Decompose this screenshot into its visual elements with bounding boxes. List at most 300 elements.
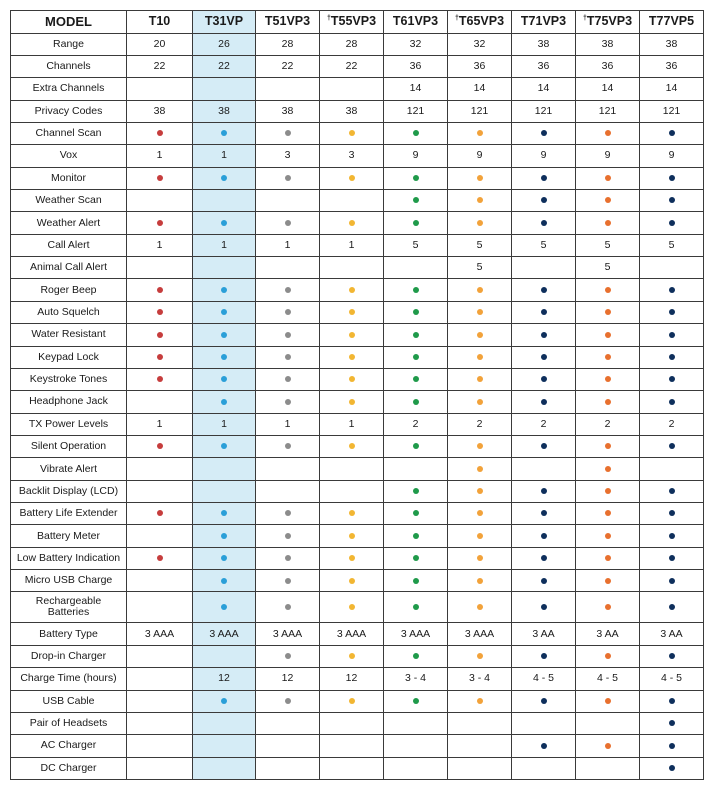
feature-dot-icon: [349, 510, 355, 516]
feature-dot-icon: [669, 376, 675, 382]
cell-t61vp3: [384, 368, 448, 390]
table-row: [11, 757, 704, 779]
cell-t10: [127, 122, 193, 144]
feature-dot-icon: [477, 376, 483, 382]
cell-t55vp3: [320, 757, 384, 779]
cell-t51vp3: [256, 435, 320, 457]
feature-label: Channel Scan: [11, 122, 127, 144]
feature-dot-icon: [541, 197, 547, 203]
cell-t77vp5: 3 AA: [640, 623, 704, 645]
cell-t75vp3: 5: [576, 257, 640, 279]
feature-dot-icon: [605, 399, 611, 405]
cell-t61vp3: [384, 757, 448, 779]
feature-dot-icon: [413, 555, 419, 561]
cell-t10: [127, 735, 193, 757]
feature-dot-icon: [477, 354, 483, 360]
feature-label: Low Battery Indication: [11, 547, 127, 569]
cell-t55vp3: [320, 570, 384, 592]
cell-t55vp3: [320, 735, 384, 757]
cell-t61vp3: [384, 391, 448, 413]
feature-dot-icon: [349, 332, 355, 338]
feature-dot-icon: [477, 443, 483, 449]
cell-t65vp3: [448, 547, 512, 569]
feature-dot-icon: [221, 220, 227, 226]
cell-t75vp3: [576, 122, 640, 144]
cell-t31vp: 22: [193, 55, 256, 77]
cell-t77vp5: [640, 712, 704, 734]
feature-dot-icon: [221, 309, 227, 315]
cell-t31vp: [193, 368, 256, 390]
cell-t31vp: [193, 503, 256, 525]
cell-t71vp3: [512, 592, 576, 623]
feature-label: Vibrate Alert: [11, 458, 127, 480]
header-row: [11, 11, 704, 34]
cell-t77vp5: [640, 122, 704, 144]
feature-dot-icon: [541, 555, 547, 561]
cell-t55vp3: 12: [320, 668, 384, 690]
feature-dot-icon: [221, 354, 227, 360]
feature-dot-icon: [349, 604, 355, 610]
feature-dot-icon: [157, 510, 163, 516]
cell-t51vp3: [256, 690, 320, 712]
cell-t10: [127, 78, 193, 100]
feature-dot-icon: [605, 443, 611, 449]
cell-t10: [127, 690, 193, 712]
cell-t75vp3: [576, 391, 640, 413]
cell-t61vp3: 3 - 4: [384, 668, 448, 690]
table-row: [11, 257, 704, 279]
cell-t51vp3: 38: [256, 100, 320, 122]
feature-dot-icon: [541, 443, 547, 449]
feature-label: Animal Call Alert: [11, 257, 127, 279]
cell-t61vp3: [384, 122, 448, 144]
cell-t65vp3: [448, 167, 512, 189]
feature-dot-icon: [221, 332, 227, 338]
cell-t75vp3: [576, 525, 640, 547]
feature-dot-icon: [413, 488, 419, 494]
model-name: T31VP: [204, 14, 244, 29]
feature-dot-icon: [413, 197, 419, 203]
feature-label: Charge Time (hours): [11, 668, 127, 690]
feature-dot-icon: [669, 197, 675, 203]
cell-t75vp3: [576, 645, 640, 667]
feature-dot-icon: [477, 488, 483, 494]
cell-t65vp3: 121: [448, 100, 512, 122]
feature-dot-icon: [605, 332, 611, 338]
cell-t75vp3: [576, 480, 640, 502]
feature-label: AC Charger: [11, 735, 127, 757]
feature-dot-icon: [221, 399, 227, 405]
feature-dot-icon: [541, 399, 547, 405]
model-name: T75VP3: [586, 14, 633, 29]
table-row: [11, 690, 704, 712]
feature-dot-icon: [349, 533, 355, 539]
dagger-mark: †: [582, 15, 587, 23]
feature-label: Silent Operation: [11, 435, 127, 457]
cell-t77vp5: [640, 257, 704, 279]
feature-dot-icon: [605, 130, 611, 136]
cell-t71vp3: [512, 435, 576, 457]
cell-t75vp3: 3 AA: [576, 623, 640, 645]
feature-dot-icon: [541, 287, 547, 293]
cell-t55vp3: [320, 167, 384, 189]
cell-t61vp3: [384, 301, 448, 323]
feature-label: Micro USB Charge: [11, 570, 127, 592]
feature-dot-icon: [605, 488, 611, 494]
cell-t51vp3: [256, 301, 320, 323]
feature-dot-icon: [221, 578, 227, 584]
cell-t10: [127, 503, 193, 525]
table-row: [11, 391, 704, 413]
cell-t65vp3: [448, 645, 512, 667]
feature-dot-icon: [285, 309, 291, 315]
cell-t51vp3: [256, 592, 320, 623]
feature-dot-icon: [349, 175, 355, 181]
table-row: [11, 212, 704, 234]
cell-t10: [127, 547, 193, 569]
feature-dot-icon: [669, 578, 675, 584]
feature-dot-icon: [221, 533, 227, 539]
table-row: [11, 570, 704, 592]
feature-dot-icon: [605, 555, 611, 561]
feature-dot-icon: [221, 555, 227, 561]
cell-t77vp5: [640, 757, 704, 779]
table-row: [11, 301, 704, 323]
feature-label: USB Cable: [11, 690, 127, 712]
cell-t61vp3: 36: [384, 55, 448, 77]
feature-label: Range: [11, 33, 127, 55]
cell-t71vp3: [512, 712, 576, 734]
feature-label: Weather Alert: [11, 212, 127, 234]
cell-t51vp3: [256, 190, 320, 212]
cell-t71vp3: 9: [512, 145, 576, 167]
model-name: T61VP3: [392, 14, 439, 29]
feature-dot-icon: [157, 376, 163, 382]
cell-t75vp3: 14: [576, 78, 640, 100]
cell-t65vp3: [448, 346, 512, 368]
table-row: [11, 33, 704, 55]
feature-dot-icon: [285, 555, 291, 561]
model-header: MODEL: [11, 11, 127, 34]
cell-t31vp: [193, 279, 256, 301]
feature-dot-icon: [669, 309, 675, 315]
feature-dot-icon: [541, 743, 547, 749]
feature-dot-icon: [349, 130, 355, 136]
cell-t10: [127, 324, 193, 346]
cell-t31vp: [193, 190, 256, 212]
cell-t65vp3: [448, 122, 512, 144]
feature-dot-icon: [157, 220, 163, 226]
cell-t51vp3: 28: [256, 33, 320, 55]
feature-dot-icon: [157, 130, 163, 136]
cell-t61vp3: [384, 324, 448, 346]
cell-t55vp3: [320, 78, 384, 100]
cell-t31vp: [193, 547, 256, 569]
cell-t61vp3: [384, 435, 448, 457]
feature-dot-icon: [349, 555, 355, 561]
feature-dot-icon: [349, 578, 355, 584]
cell-t75vp3: [576, 301, 640, 323]
feature-dot-icon: [669, 604, 675, 610]
cell-t31vp: [193, 435, 256, 457]
cell-t77vp5: 121: [640, 100, 704, 122]
cell-t71vp3: [512, 346, 576, 368]
feature-label: Battery Life Extender: [11, 503, 127, 525]
table-row: [11, 413, 704, 435]
comparison-table-wrapper: [10, 10, 704, 780]
feature-dot-icon: [669, 332, 675, 338]
cell-t65vp3: [448, 712, 512, 734]
table-row: [11, 279, 704, 301]
model-name: T77VP5: [648, 14, 695, 29]
feature-label: Channels: [11, 55, 127, 77]
cell-t61vp3: 5: [384, 234, 448, 256]
table-row: [11, 525, 704, 547]
table-body: [11, 33, 704, 780]
feature-dot-icon: [285, 510, 291, 516]
cell-t51vp3: [256, 712, 320, 734]
cell-t71vp3: [512, 525, 576, 547]
cell-t77vp5: [640, 690, 704, 712]
model-comparison-table: [10, 10, 704, 780]
cell-t10: 1: [127, 234, 193, 256]
cell-t61vp3: [384, 167, 448, 189]
cell-t65vp3: [448, 368, 512, 390]
cell-t77vp5: 5: [640, 234, 704, 256]
cell-t65vp3: [448, 324, 512, 346]
feature-dot-icon: [285, 578, 291, 584]
feature-dot-icon: [157, 332, 163, 338]
feature-dot-icon: [669, 287, 675, 293]
cell-t51vp3: [256, 78, 320, 100]
feature-dot-icon: [541, 488, 547, 494]
feature-dot-icon: [541, 578, 547, 584]
feature-dot-icon: [413, 510, 419, 516]
cell-t51vp3: 1: [256, 413, 320, 435]
feature-dot-icon: [413, 443, 419, 449]
cell-t10: [127, 480, 193, 502]
feature-dot-icon: [349, 653, 355, 659]
cell-t75vp3: 36: [576, 55, 640, 77]
cell-t31vp: [193, 324, 256, 346]
feature-dot-icon: [605, 309, 611, 315]
cell-t65vp3: [448, 757, 512, 779]
feature-dot-icon: [477, 578, 483, 584]
cell-t55vp3: [320, 190, 384, 212]
feature-label: Backlit Display (LCD): [11, 480, 127, 502]
feature-dot-icon: [413, 604, 419, 610]
cell-t77vp5: [640, 592, 704, 623]
cell-t51vp3: [256, 458, 320, 480]
cell-t71vp3: [512, 480, 576, 502]
feature-dot-icon: [605, 743, 611, 749]
table-row: [11, 167, 704, 189]
cell-t61vp3: [384, 570, 448, 592]
feature-dot-icon: [349, 376, 355, 382]
feature-dot-icon: [413, 698, 419, 704]
feature-dot-icon: [477, 332, 483, 338]
cell-t51vp3: [256, 346, 320, 368]
cell-t55vp3: [320, 592, 384, 623]
cell-t65vp3: [448, 690, 512, 712]
cell-t51vp3: 3: [256, 145, 320, 167]
feature-dot-icon: [669, 488, 675, 494]
cell-t75vp3: 38: [576, 33, 640, 55]
feature-dot-icon: [157, 354, 163, 360]
cell-t65vp3: [448, 480, 512, 502]
cell-t10: [127, 257, 193, 279]
cell-t77vp5: [640, 645, 704, 667]
feature-dot-icon: [669, 220, 675, 226]
feature-dot-icon: [413, 332, 419, 338]
cell-t10: [127, 592, 193, 623]
feature-dot-icon: [605, 354, 611, 360]
feature-label: Water Resistant: [11, 324, 127, 346]
cell-t55vp3: [320, 324, 384, 346]
table-row: [11, 645, 704, 667]
table-row: [11, 623, 704, 645]
cell-t55vp3: [320, 391, 384, 413]
cell-t77vp5: [640, 324, 704, 346]
table-row: [11, 190, 704, 212]
feature-dot-icon: [349, 443, 355, 449]
cell-t65vp3: [448, 735, 512, 757]
feature-dot-icon: [285, 698, 291, 704]
cell-t75vp3: [576, 712, 640, 734]
feature-dot-icon: [605, 698, 611, 704]
cell-t71vp3: [512, 735, 576, 757]
cell-t75vp3: [576, 212, 640, 234]
model-header-t31vp: [193, 11, 256, 34]
cell-t65vp3: [448, 391, 512, 413]
feature-dot-icon: [669, 765, 675, 771]
cell-t61vp3: 9: [384, 145, 448, 167]
cell-t51vp3: 12: [256, 668, 320, 690]
feature-label: Keypad Lock: [11, 346, 127, 368]
cell-t65vp3: 3 - 4: [448, 668, 512, 690]
cell-t65vp3: [448, 503, 512, 525]
model-header-t77vp5: [640, 11, 704, 34]
feature-dot-icon: [157, 287, 163, 293]
cell-t77vp5: 9: [640, 145, 704, 167]
cell-t71vp3: 5: [512, 234, 576, 256]
feature-dot-icon: [541, 332, 547, 338]
cell-t61vp3: [384, 257, 448, 279]
cell-t65vp3: [448, 525, 512, 547]
cell-t77vp5: [640, 346, 704, 368]
table-row: [11, 503, 704, 525]
cell-t75vp3: [576, 279, 640, 301]
feature-dot-icon: [477, 287, 483, 293]
cell-t71vp3: 121: [512, 100, 576, 122]
cell-t31vp: 12: [193, 668, 256, 690]
cell-t65vp3: 5: [448, 257, 512, 279]
feature-dot-icon: [541, 130, 547, 136]
cell-t75vp3: [576, 592, 640, 623]
feature-dot-icon: [285, 332, 291, 338]
cell-t65vp3: 3 AAA: [448, 623, 512, 645]
cell-t10: [127, 279, 193, 301]
cell-t77vp5: [640, 547, 704, 569]
cell-t75vp3: [576, 570, 640, 592]
cell-t71vp3: [512, 212, 576, 234]
feature-dot-icon: [477, 533, 483, 539]
cell-t71vp3: [512, 368, 576, 390]
cell-t31vp: [193, 458, 256, 480]
table-row: [11, 547, 704, 569]
feature-dot-icon: [157, 309, 163, 315]
cell-t71vp3: 3 AA: [512, 623, 576, 645]
feature-dot-icon: [413, 578, 419, 584]
cell-t55vp3: [320, 690, 384, 712]
table-row: [11, 100, 704, 122]
feature-dot-icon: [285, 604, 291, 610]
feature-dot-icon: [221, 510, 227, 516]
cell-t51vp3: [256, 167, 320, 189]
model-name: T71VP3: [520, 14, 567, 29]
cell-t31vp: [193, 757, 256, 779]
feature-dot-icon: [477, 466, 483, 472]
model-header-t65vp3: [448, 11, 512, 34]
cell-t55vp3: [320, 279, 384, 301]
feature-dot-icon: [157, 555, 163, 561]
feature-label: Call Alert: [11, 234, 127, 256]
dagger-mark: †: [326, 15, 331, 23]
cell-t55vp3: 3: [320, 145, 384, 167]
feature-label: Headphone Jack: [11, 391, 127, 413]
cell-t31vp: [193, 645, 256, 667]
cell-t55vp3: [320, 645, 384, 667]
cell-t10: 38: [127, 100, 193, 122]
feature-dot-icon: [349, 309, 355, 315]
feature-dot-icon: [157, 175, 163, 181]
cell-t71vp3: 38: [512, 33, 576, 55]
cell-t61vp3: [384, 480, 448, 502]
feature-dot-icon: [605, 287, 611, 293]
cell-t61vp3: [384, 346, 448, 368]
feature-dot-icon: [413, 287, 419, 293]
feature-label: Auto Squelch: [11, 301, 127, 323]
feature-dot-icon: [605, 220, 611, 226]
feature-dot-icon: [477, 604, 483, 610]
feature-dot-icon: [669, 555, 675, 561]
cell-t71vp3: [512, 547, 576, 569]
feature-dot-icon: [541, 653, 547, 659]
cell-t10: [127, 757, 193, 779]
model-header-t10: [127, 11, 193, 34]
cell-t55vp3: [320, 368, 384, 390]
table-row: [11, 234, 704, 256]
feature-dot-icon: [413, 376, 419, 382]
cell-t61vp3: [384, 190, 448, 212]
feature-dot-icon: [541, 510, 547, 516]
cell-t65vp3: [448, 190, 512, 212]
cell-t71vp3: [512, 391, 576, 413]
cell-t61vp3: [384, 279, 448, 301]
feature-dot-icon: [477, 510, 483, 516]
cell-t65vp3: [448, 592, 512, 623]
cell-t71vp3: [512, 645, 576, 667]
cell-t77vp5: 14: [640, 78, 704, 100]
cell-t51vp3: [256, 735, 320, 757]
cell-t75vp3: [576, 190, 640, 212]
cell-t51vp3: [256, 645, 320, 667]
cell-t51vp3: 3 AAA: [256, 623, 320, 645]
cell-t31vp: [193, 167, 256, 189]
cell-t55vp3: 1: [320, 413, 384, 435]
table-row: [11, 346, 704, 368]
model-header-t51vp3: [256, 11, 320, 34]
